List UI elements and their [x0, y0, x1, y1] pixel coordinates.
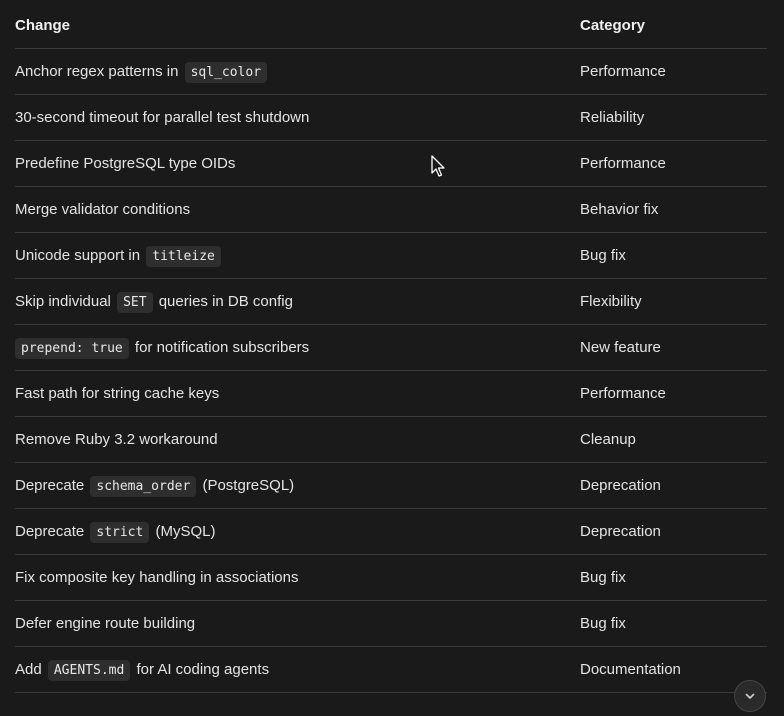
changes-table — [15, 3, 767, 693]
cell-category: Documentation — [580, 661, 681, 678]
mouse-pointer-icon — [431, 155, 447, 179]
inline-code: schema_order — [90, 476, 196, 497]
inline-code: prepend: true — [15, 338, 129, 359]
change-text: Add — [15, 661, 46, 678]
inline-code: AGENTS.md — [48, 660, 130, 681]
cell-change — [15, 63, 580, 80]
table-row — [15, 141, 767, 187]
cell-change — [15, 155, 580, 172]
cell-change — [15, 523, 580, 540]
table-row — [15, 601, 767, 647]
cell-change — [15, 339, 580, 356]
table-row — [15, 555, 767, 601]
change-text: Unicode support in — [15, 247, 145, 264]
cell-category: New feature — [580, 339, 661, 356]
cell-category: Reliability — [580, 109, 645, 126]
table-row — [15, 49, 767, 95]
change-text: Merge validator conditions — [15, 201, 191, 218]
cell-category: Performance — [580, 63, 666, 80]
chevron-down-icon — [744, 690, 756, 702]
cell-change — [15, 385, 580, 402]
change-text: Fast path for string cache keys — [15, 385, 220, 402]
inline-code: SET — [117, 292, 152, 313]
scroll-to-bottom-button[interactable] — [734, 680, 766, 712]
cell-category: Cleanup — [580, 431, 636, 448]
cell-category: Bug fix — [580, 615, 626, 632]
table-row — [15, 417, 767, 463]
cell-change — [15, 477, 580, 494]
cell-category: Deprecation — [580, 523, 661, 540]
change-text: Predefine PostgreSQL type OIDs — [15, 155, 236, 172]
cell-change — [15, 109, 580, 126]
header-change: Change — [15, 17, 71, 34]
cell-change — [15, 661, 580, 678]
change-text: Defer engine route building — [15, 615, 196, 632]
cell-change — [15, 569, 580, 586]
table-row — [15, 509, 767, 555]
table-row — [15, 279, 767, 325]
inline-code: sql_color — [185, 62, 267, 83]
table-header — [15, 3, 767, 49]
cell-change — [15, 431, 580, 448]
table-row — [15, 647, 767, 693]
change-text: for notification subscribers — [130, 339, 310, 356]
table-row — [15, 371, 767, 417]
cell-category: Deprecation — [580, 477, 661, 494]
change-text: Skip individual — [15, 293, 116, 310]
cell-change — [15, 247, 580, 264]
change-text: queries in DB config — [154, 293, 293, 310]
inline-code: strict — [90, 522, 149, 543]
header-category: Category — [580, 17, 646, 34]
change-text: Remove Ruby 3.2 workaround — [15, 431, 218, 448]
cell-category: Performance — [580, 385, 666, 402]
change-text: Deprecate — [15, 523, 89, 540]
table-row — [15, 233, 767, 279]
change-text: (PostgreSQL) — [198, 477, 295, 494]
table-row — [15, 463, 767, 509]
change-text: Fix composite key handling in associations — [15, 569, 299, 586]
change-text: for AI coding agents — [132, 661, 270, 678]
table-body — [15, 49, 767, 693]
table-row — [15, 95, 767, 141]
cell-change — [15, 293, 580, 310]
change-text: 30-second timeout for parallel test shutdown — [15, 109, 310, 126]
table-row — [15, 325, 767, 371]
cell-category: Behavior fix — [580, 201, 659, 218]
cell-category: Flexibility — [580, 293, 642, 310]
cell-category: Performance — [580, 155, 666, 172]
inline-code: titleize — [146, 246, 221, 267]
change-text: Deprecate — [15, 477, 89, 494]
cell-change — [15, 201, 580, 218]
cell-category: Bug fix — [580, 247, 626, 264]
cell-change — [15, 615, 580, 632]
cell-category: Bug fix — [580, 569, 626, 586]
change-text: (MySQL) — [151, 523, 216, 540]
change-text: Anchor regex patterns in — [15, 63, 183, 80]
table-row — [15, 187, 767, 233]
